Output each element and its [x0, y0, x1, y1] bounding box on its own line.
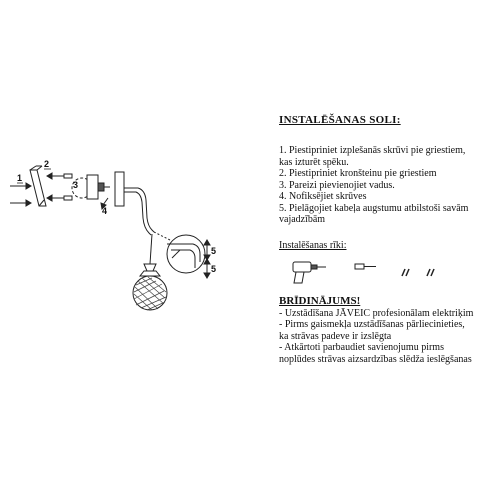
- warning-line: noplūdes strāvas aizsardzības slēdža ieslēgšanas: [279, 353, 472, 365]
- callout-5a: 5: [211, 246, 217, 256]
- detail-zoom-icon: [154, 232, 205, 273]
- tools-heading: Instalēšanas rīki:: [279, 239, 347, 251]
- warning-line: - Pirms gaismekļa uzstādīšanas pārliecinieties,: [279, 319, 465, 330]
- step-line: vajadzībām: [279, 214, 326, 225]
- instructions-panel: [279, 114, 495, 365]
- callout-4: 4: [102, 206, 108, 216]
- bracket-icon: [30, 166, 46, 206]
- warning-line: - Atkārtoti parbaudiet savienojumu pirms: [279, 342, 444, 353]
- screw-icon: [64, 174, 72, 200]
- callout-5b: 5: [211, 264, 217, 274]
- warnings-list: [279, 308, 495, 366]
- step-line: 1. Piestipriniet izplešanās skrūvi pie griestiem,: [279, 145, 466, 156]
- step-line: 2. Piestipriniet kronšteinu pie griestiem: [279, 168, 437, 179]
- warning-line: ka strāvas padeve ir izslēgta: [279, 330, 392, 342]
- tools-row: [279, 257, 495, 287]
- warning-line: - Uzstādīšana JĀVEIC profesionālam elektriķim: [279, 307, 474, 319]
- step-line: kas izturēt spēku.: [279, 156, 349, 168]
- adjust-arrows-icon: [204, 240, 210, 278]
- step-line: 4. Nofiksējiet skrūves: [279, 191, 367, 202]
- callout-3: 3: [73, 180, 79, 190]
- callout-2: 2: [44, 159, 50, 169]
- warning-heading: BRĪDINĀJUMS!: [279, 294, 361, 307]
- callout-1: 1: [17, 173, 23, 183]
- step-line: 5. Pielāgojiet kabeļa augstumu atbilstoši savām: [279, 202, 469, 214]
- step-line: 3. Pareizi pievienojiet vadus.: [279, 179, 395, 191]
- installation-steps-heading: INSTALĒŠANAS SOLI:: [279, 114, 401, 126]
- lamp-icon: [115, 172, 167, 310]
- steps-list: [279, 145, 495, 226]
